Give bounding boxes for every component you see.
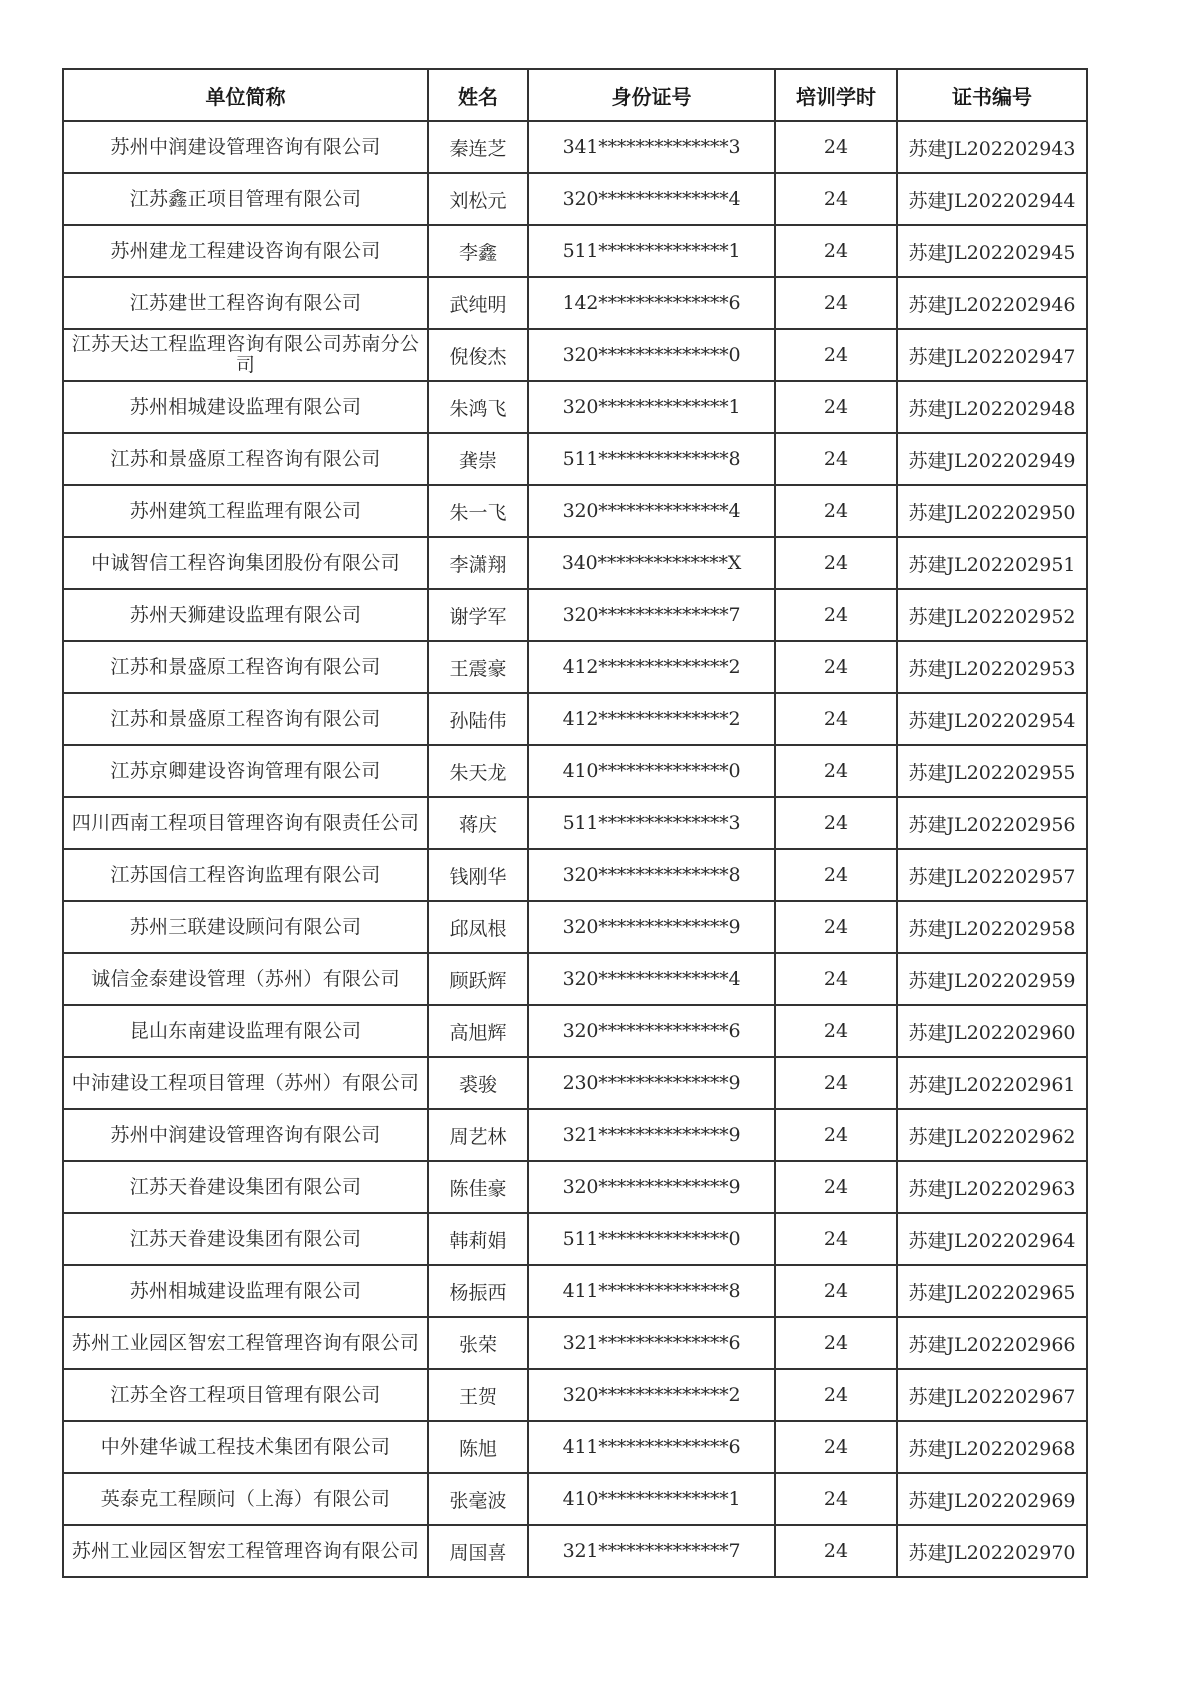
name-cell: 朱一飞 [428, 485, 528, 537]
training-hours-cell: 24 [775, 1317, 897, 1369]
training-roster-table [62, 68, 1088, 1578]
id-number-cell: 410**************0 [528, 745, 775, 797]
name-cell: 刘松元 [428, 173, 528, 225]
table-row [63, 849, 1087, 901]
table-row [63, 485, 1087, 537]
unit-cell: 苏州工业园区智宏工程管理咨询有限公司 [63, 1317, 428, 1369]
name-cell: 王贺 [428, 1369, 528, 1421]
name-cell: 倪俊杰 [428, 329, 528, 381]
id-number-cell: 320**************9 [528, 1161, 775, 1213]
training-hours-cell: 24 [775, 173, 897, 225]
name-cell: 顾跃辉 [428, 953, 528, 1005]
certificate-number-cell: 苏建JL202202960 [897, 1005, 1087, 1057]
id-number-cell: 230**************9 [528, 1057, 775, 1109]
name-cell: 钱刚华 [428, 849, 528, 901]
id-number-cell: 410**************1 [528, 1473, 775, 1525]
id-number-cell: 511**************1 [528, 225, 775, 277]
training-hours-cell: 24 [775, 1213, 897, 1265]
training-hours-cell: 24 [775, 953, 897, 1005]
table-row [63, 225, 1087, 277]
table-row [63, 1057, 1087, 1109]
training-hours-cell: 24 [775, 485, 897, 537]
unit-cell: 苏州建龙工程建设咨询有限公司 [63, 225, 428, 277]
training-hours-cell: 24 [775, 1369, 897, 1421]
id-number-cell: 320**************9 [528, 901, 775, 953]
unit-cell: 江苏和景盛原工程咨询有限公司 [63, 433, 428, 485]
name-cell: 蒋庆 [428, 797, 528, 849]
certificate-number-cell: 苏建JL202202958 [897, 901, 1087, 953]
unit-cell: 江苏京卿建设咨询管理有限公司 [63, 745, 428, 797]
unit-cell: 四川西南工程项目管理咨询有限责任公司 [63, 797, 428, 849]
id-number-cell: 320**************4 [528, 173, 775, 225]
table-row [63, 641, 1087, 693]
training-hours-cell: 24 [775, 745, 897, 797]
name-cell: 韩莉娟 [428, 1213, 528, 1265]
table-row [63, 381, 1087, 433]
name-cell: 周国喜 [428, 1525, 528, 1577]
id-number-cell: 320**************8 [528, 849, 775, 901]
training-hours-cell: 24 [775, 797, 897, 849]
table-header [63, 69, 1087, 121]
certificate-number-cell: 苏建JL202202952 [897, 589, 1087, 641]
id-number-cell: 320**************7 [528, 589, 775, 641]
unit-cell: 苏州相城建设监理有限公司 [63, 1265, 428, 1317]
table-row [63, 1109, 1087, 1161]
training-hours-cell: 24 [775, 693, 897, 745]
training-hours-cell: 24 [775, 1473, 897, 1525]
table-row [63, 1005, 1087, 1057]
certificate-number-cell: 苏建JL202202946 [897, 277, 1087, 329]
table-row [63, 1213, 1087, 1265]
table-row [63, 589, 1087, 641]
id-number-cell: 411**************8 [528, 1265, 775, 1317]
header-unit: 单位简称 [63, 69, 428, 121]
unit-cell: 中沛建设工程项目管理（苏州）有限公司 [63, 1057, 428, 1109]
id-number-cell: 320**************4 [528, 953, 775, 1005]
unit-cell: 苏州天狮建设监理有限公司 [63, 589, 428, 641]
table-row [63, 901, 1087, 953]
certificate-number-cell: 苏建JL202202948 [897, 381, 1087, 433]
certificate-number-cell: 苏建JL202202947 [897, 329, 1087, 381]
header-id-number: 身份证号 [528, 69, 775, 121]
table-row [63, 953, 1087, 1005]
training-hours-cell: 24 [775, 1161, 897, 1213]
id-number-cell: 321**************7 [528, 1525, 775, 1577]
certificate-number-cell: 苏建JL202202962 [897, 1109, 1087, 1161]
certificate-number-cell: 苏建JL202202954 [897, 693, 1087, 745]
training-hours-cell: 24 [775, 1421, 897, 1473]
certificate-number-cell: 苏建JL202202965 [897, 1265, 1087, 1317]
unit-cell: 苏州相城建设监理有限公司 [63, 381, 428, 433]
unit-cell: 苏州工业园区智宏工程管理咨询有限公司 [63, 1525, 428, 1577]
training-hours-cell: 24 [775, 537, 897, 589]
certificate-number-cell: 苏建JL202202953 [897, 641, 1087, 693]
id-number-cell: 320**************4 [528, 485, 775, 537]
id-number-cell: 320**************0 [528, 329, 775, 381]
id-number-cell: 412**************2 [528, 641, 775, 693]
certificate-number-cell: 苏建JL202202968 [897, 1421, 1087, 1473]
name-cell: 谢学军 [428, 589, 528, 641]
unit-cell: 苏州建筑工程监理有限公司 [63, 485, 428, 537]
table-row [63, 1421, 1087, 1473]
certificate-number-cell: 苏建JL202202969 [897, 1473, 1087, 1525]
header-row [63, 69, 1087, 121]
name-cell: 武纯明 [428, 277, 528, 329]
unit-cell: 英泰克工程顾问（上海）有限公司 [63, 1473, 428, 1525]
unit-cell: 江苏和景盛原工程咨询有限公司 [63, 693, 428, 745]
unit-cell: 江苏国信工程咨询监理有限公司 [63, 849, 428, 901]
table-row [63, 173, 1087, 225]
id-number-cell: 320**************6 [528, 1005, 775, 1057]
table-row [63, 329, 1087, 381]
unit-cell: 中外建华诚工程技术集团有限公司 [63, 1421, 428, 1473]
training-hours-cell: 24 [775, 1525, 897, 1577]
id-number-cell: 340**************X [528, 537, 775, 589]
id-number-cell: 412**************2 [528, 693, 775, 745]
unit-cell: 苏州中润建设管理咨询有限公司 [63, 121, 428, 173]
id-number-cell: 341**************3 [528, 121, 775, 173]
unit-cell: 昆山东南建设监理有限公司 [63, 1005, 428, 1057]
table-row [63, 797, 1087, 849]
name-cell: 孙陆伟 [428, 693, 528, 745]
training-hours-cell: 24 [775, 641, 897, 693]
training-hours-cell: 24 [775, 849, 897, 901]
training-hours-cell: 24 [775, 277, 897, 329]
certificate-number-cell: 苏建JL202202955 [897, 745, 1087, 797]
name-cell: 秦连芝 [428, 121, 528, 173]
name-cell: 朱鸿飞 [428, 381, 528, 433]
name-cell: 杨振西 [428, 1265, 528, 1317]
name-cell: 朱天龙 [428, 745, 528, 797]
certificate-number-cell: 苏建JL202202966 [897, 1317, 1087, 1369]
table-row [63, 1473, 1087, 1525]
certificate-number-cell: 苏建JL202202961 [897, 1057, 1087, 1109]
table-row [63, 1369, 1087, 1421]
name-cell: 王震豪 [428, 641, 528, 693]
id-number-cell: 511**************0 [528, 1213, 775, 1265]
unit-cell: 苏州三联建设顾问有限公司 [63, 901, 428, 953]
header-certificate-number: 证书编号 [897, 69, 1087, 121]
unit-cell: 江苏天眷建设集团有限公司 [63, 1161, 428, 1213]
table-row [63, 121, 1087, 173]
certificate-number-cell: 苏建JL202202949 [897, 433, 1087, 485]
training-hours-cell: 24 [775, 225, 897, 277]
name-cell: 李潇翔 [428, 537, 528, 589]
training-hours-cell: 24 [775, 1057, 897, 1109]
unit-cell: 中诚智信工程咨询集团股份有限公司 [63, 537, 428, 589]
table-row [63, 1265, 1087, 1317]
name-cell: 李鑫 [428, 225, 528, 277]
unit-cell: 诚信金泰建设管理（苏州）有限公司 [63, 953, 428, 1005]
training-hours-cell: 24 [775, 1005, 897, 1057]
unit-cell: 江苏建世工程咨询有限公司 [63, 277, 428, 329]
name-cell: 裘骏 [428, 1057, 528, 1109]
table-row [63, 433, 1087, 485]
name-cell: 陈旭 [428, 1421, 528, 1473]
id-number-cell: 511**************3 [528, 797, 775, 849]
certificate-number-cell: 苏建JL202202951 [897, 537, 1087, 589]
table-row [63, 1161, 1087, 1213]
id-number-cell: 320**************2 [528, 1369, 775, 1421]
certificate-number-cell: 苏建JL202202967 [897, 1369, 1087, 1421]
training-hours-cell: 24 [775, 1265, 897, 1317]
header-name: 姓名 [428, 69, 528, 121]
name-cell: 高旭辉 [428, 1005, 528, 1057]
id-number-cell: 411**************6 [528, 1421, 775, 1473]
name-cell: 陈佳豪 [428, 1161, 528, 1213]
training-hours-cell: 24 [775, 589, 897, 641]
certificate-number-cell: 苏建JL202202959 [897, 953, 1087, 1005]
unit-cell: 江苏鑫正项目管理有限公司 [63, 173, 428, 225]
table-row [63, 277, 1087, 329]
name-cell: 张荣 [428, 1317, 528, 1369]
certificate-number-cell: 苏建JL202202970 [897, 1525, 1087, 1577]
table-row [63, 1317, 1087, 1369]
unit-cell: 江苏全咨工程项目管理有限公司 [63, 1369, 428, 1421]
id-number-cell: 142**************6 [528, 277, 775, 329]
certificate-number-cell: 苏建JL202202964 [897, 1213, 1087, 1265]
name-cell: 张毫波 [428, 1473, 528, 1525]
unit-cell: 苏州中润建设管理咨询有限公司 [63, 1109, 428, 1161]
name-cell: 龚崇 [428, 433, 528, 485]
document-page [62, 68, 1086, 1578]
training-hours-cell: 24 [775, 381, 897, 433]
training-hours-cell: 24 [775, 329, 897, 381]
unit-cell: 江苏天眷建设集团有限公司 [63, 1213, 428, 1265]
unit-cell: 江苏和景盛原工程咨询有限公司 [63, 641, 428, 693]
certificate-number-cell: 苏建JL202202943 [897, 121, 1087, 173]
training-hours-cell: 24 [775, 1109, 897, 1161]
certificate-number-cell: 苏建JL202202944 [897, 173, 1087, 225]
training-hours-cell: 24 [775, 433, 897, 485]
name-cell: 周艺林 [428, 1109, 528, 1161]
id-number-cell: 320**************1 [528, 381, 775, 433]
certificate-number-cell: 苏建JL202202963 [897, 1161, 1087, 1213]
unit-cell: 江苏天达工程监理咨询有限公司苏南分公司 [63, 329, 428, 381]
name-cell: 邱凤根 [428, 901, 528, 953]
table-row [63, 537, 1087, 589]
id-number-cell: 321**************6 [528, 1317, 775, 1369]
table-body [63, 121, 1087, 1577]
certificate-number-cell: 苏建JL202202956 [897, 797, 1087, 849]
training-hours-cell: 24 [775, 121, 897, 173]
id-number-cell: 511**************8 [528, 433, 775, 485]
table-row [63, 1525, 1087, 1577]
id-number-cell: 321**************9 [528, 1109, 775, 1161]
table-row [63, 745, 1087, 797]
header-training-hours: 培训学时 [775, 69, 897, 121]
training-hours-cell: 24 [775, 901, 897, 953]
certificate-number-cell: 苏建JL202202945 [897, 225, 1087, 277]
table-row [63, 693, 1087, 745]
certificate-number-cell: 苏建JL202202950 [897, 485, 1087, 537]
certificate-number-cell: 苏建JL202202957 [897, 849, 1087, 901]
